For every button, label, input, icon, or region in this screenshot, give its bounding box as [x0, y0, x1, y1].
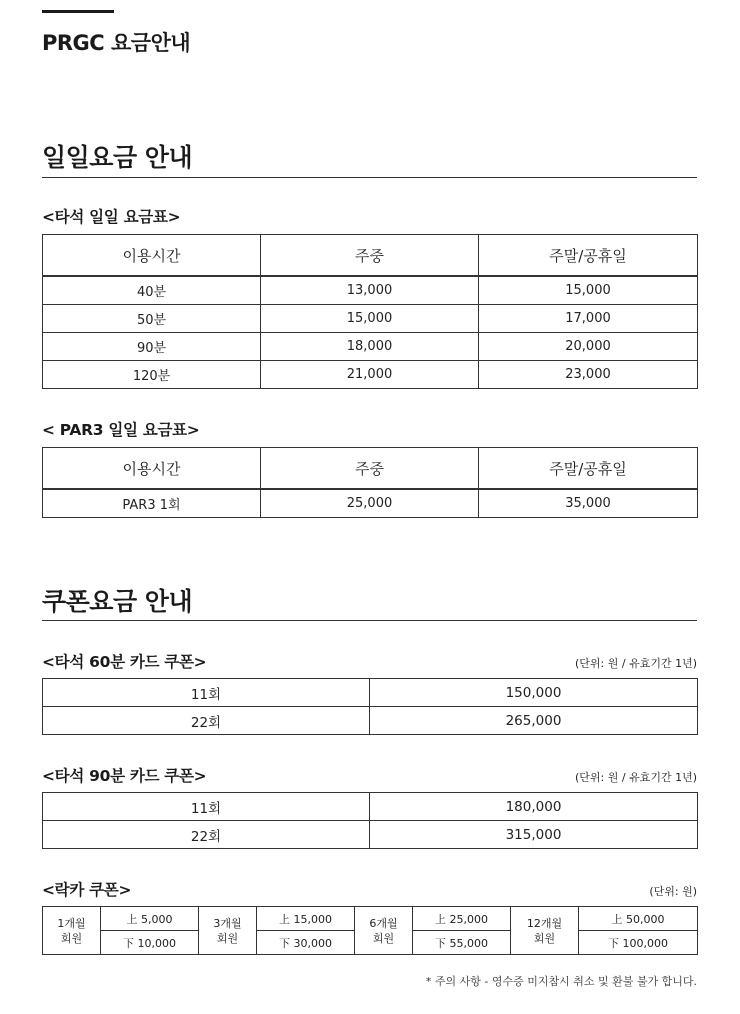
- price-cell: 315,000: [370, 821, 698, 849]
- weekday-price-cell: 25,000: [261, 489, 479, 518]
- card60-unit-note: (단위: 원 / 유효기간 1년): [575, 657, 697, 670]
- count-cell: 22회: [43, 707, 370, 735]
- table-row: [43, 305, 698, 333]
- tasuk-daily-table: [42, 234, 698, 389]
- daily-section-title: 일일요금 안내: [42, 143, 193, 172]
- price-cell: 180,000: [370, 793, 698, 821]
- weekend-price-cell: 35,000: [479, 489, 698, 518]
- plan-label: 3개월 회원: [213, 916, 242, 945]
- table-row: [43, 821, 698, 849]
- card90-unit-note: (단위: 원 / 유효기간 1년): [575, 771, 697, 784]
- time-cell: 120분: [43, 361, 261, 389]
- weekend-price-cell: 15,000: [479, 276, 698, 305]
- table-header-row: [43, 448, 698, 490]
- header-cell: 주말/공휴일: [479, 448, 698, 490]
- par3-daily-table: [42, 447, 698, 518]
- table-row: [43, 707, 698, 735]
- lower-price-cell: 下 10,000: [101, 931, 199, 955]
- header-cell: 주중: [261, 235, 479, 277]
- card60-coupon-table: [42, 678, 698, 735]
- count-cell: 11회: [43, 679, 370, 707]
- upper-price-cell: 上 5,000: [101, 907, 199, 931]
- daily-section-rule: [42, 177, 697, 178]
- header-cell: 이용시간: [43, 448, 261, 490]
- time-cell: PAR3 1회: [43, 489, 261, 518]
- card90-coupon-table: [42, 792, 698, 849]
- rocker-coupon-table: [42, 906, 698, 955]
- coupon-section-title: 쿠폰요금 안내: [42, 587, 193, 616]
- time-cell: 90분: [43, 333, 261, 361]
- count-cell: 22회: [43, 821, 370, 849]
- table-row: [43, 361, 698, 389]
- plan-label-cell: [199, 907, 257, 955]
- price-cell: 150,000: [370, 679, 698, 707]
- time-cell: 50분: [43, 305, 261, 333]
- table-row: [43, 489, 698, 518]
- weekend-price-cell: 17,000: [479, 305, 698, 333]
- plan-label: 6개월 회원: [369, 916, 398, 945]
- weekend-price-cell: 23,000: [479, 361, 698, 389]
- upper-price-cell: 上 50,000: [579, 907, 698, 931]
- plan-label-cell: [43, 907, 101, 955]
- table-header-row: [43, 235, 698, 277]
- card90-coupon-title: <타석 90분 카드 쿠폰>: [42, 767, 207, 785]
- rocker-coupon-title: <락카 쿠폰>: [42, 881, 132, 899]
- plan-label-cell: [511, 907, 579, 955]
- table-row: [43, 907, 698, 931]
- weekday-price-cell: 18,000: [261, 333, 479, 361]
- lower-price-cell: 下 55,000: [413, 931, 511, 955]
- time-cell: 40분: [43, 276, 261, 305]
- price-cell: 265,000: [370, 707, 698, 735]
- footnote: * 주의 사항 - 영수증 미지참시 취소 및 환불 불가 합니다.: [425, 975, 697, 988]
- lower-price-cell: 下 30,000: [257, 931, 355, 955]
- plan-label-cell: [355, 907, 413, 955]
- table-row: [43, 793, 698, 821]
- upper-price-cell: 上 25,000: [413, 907, 511, 931]
- header-cell: 이용시간: [43, 235, 261, 277]
- weekday-price-cell: 21,000: [261, 361, 479, 389]
- page-title: PRGC 요금안내: [42, 31, 191, 55]
- count-cell: 11회: [43, 793, 370, 821]
- header-cell: 주중: [261, 448, 479, 490]
- rocker-unit-note: (단위: 원): [649, 885, 697, 898]
- tasuk-daily-title: <타석 일일 요금표>: [42, 208, 181, 226]
- table-row: [43, 679, 698, 707]
- title-accent-rule: [42, 10, 114, 13]
- table-row: [43, 276, 698, 305]
- plan-label: 12개월 회원: [526, 916, 563, 945]
- weekend-price-cell: 20,000: [479, 333, 698, 361]
- weekday-price-cell: 15,000: [261, 305, 479, 333]
- coupon-section-rule: [42, 620, 697, 621]
- par3-daily-title: < PAR3 일일 요금표>: [42, 421, 200, 439]
- plan-label: 1개월 회원: [57, 916, 86, 945]
- weekday-price-cell: 13,000: [261, 276, 479, 305]
- table-row: [43, 333, 698, 361]
- upper-price-cell: 上 15,000: [257, 907, 355, 931]
- lower-price-cell: 下 100,000: [579, 931, 698, 955]
- header-cell: 주말/공휴일: [479, 235, 698, 277]
- card60-coupon-title: <타석 60분 카드 쿠폰>: [42, 653, 207, 671]
